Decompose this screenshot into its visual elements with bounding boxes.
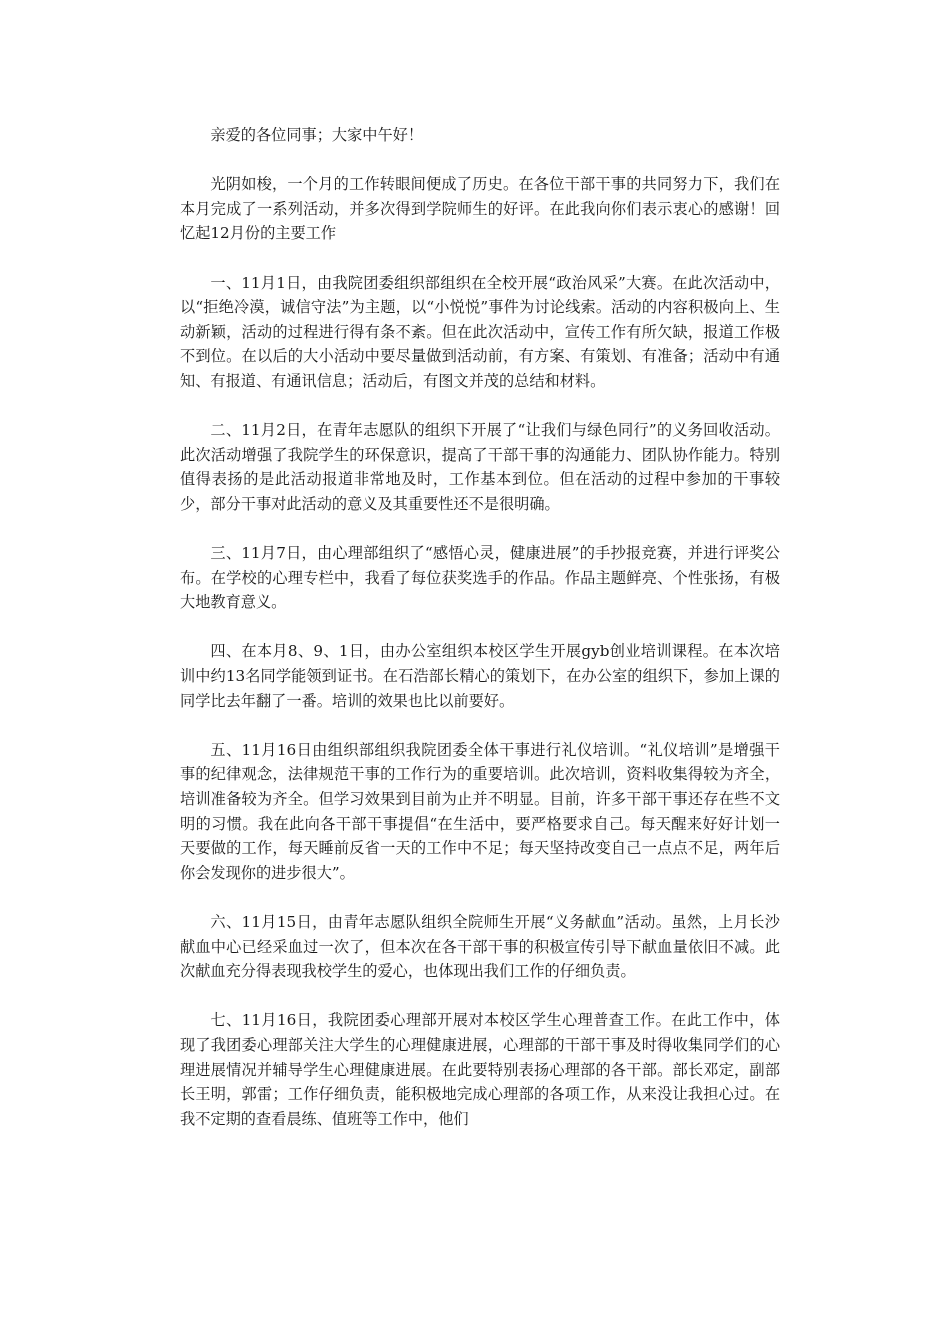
item-5-paragraph: 五、11月16日由组织部组织我院团委全体干事进行礼仪培训。“礼仪培训”是增强干事的纪律观念，法律规范干事的工作行为的重要培训。此次培训，资料收集得较为齐全，培训准备较为齐全。但学习效果到目前为止并不明显。目前，许多干部干事还存在些不文明的习惯。我在此向各干部干事提倡“在生活中，要严格要求自己。每天醒来好好计划一天要做的工作，每天睡前反省一天的工作中不足；每天坚持改变自己一点点不足，两年后你会发现你的进步很大”。 [180, 740, 780, 882]
document-body [180, 123, 780, 1156]
greeting-paragraph: 亲爱的各位同事；大家中午好！ [210, 126, 424, 144]
item-7-paragraph: 七、11月16日，我院团委心理部开展对本校区学生心理普查工作。在此工作中，体现了我团委心理部关注大学生的心理健康进展，心理部的干部干事及时得收集同学们的心理进展情况并辅导学生心理健康进展。在此要特别表扬心理部的各干部。部长邓定，副部长王明，郭雷；工作仔细负责，能积极地完成心理部的各项工作，从来没让我担心过。在我不定期的查看晨练、值班等工作中，他们 [180, 1011, 780, 1128]
item-4-paragraph: 四、在本月8、9、1日，由办公室组织本校区学生开展gyb创业培训课程。在本次培训中约13名同学能领到证书。在石浩部长精心的策划下，在办公室的组织下，参加上课的同学比去年翻了一番。培训的效果也比以前要好。 [180, 642, 780, 710]
item-2-paragraph: 二、11月2日，在青年志愿队的组织下开展了“让我们与绿色同行”的义务回收活动。此次活动增强了我院学生的环保意识，提高了干部干事的沟通能力、团队协作能力。特别值得表扬的是此活动报道非常地及时，工作基本到位。但在活动的过程中参加的干事较少，部分干事对此活动的意义及其重要性还不是很明确。 [180, 421, 780, 513]
item-1-paragraph: 一、11月1日，由我院团委组织部组织在全校开展“政治风采”大赛。在此次活动中，以“拒绝冷漠，诚信守法”为主题，以“小悦悦”事件为讨论线索。活动的内容积极向上、生动新颖，活动的过程进行得有条不紊。但在此次活动中，宣传工作有所欠缺，报道工作极不到位。在以后的大小活动中要尽量做到活动前，有方案、有策划、有准备；活动中有通知、有报道、有通讯信息；活动后，有图文并茂的总结和材料。 [180, 273, 780, 390]
item-6-paragraph: 六、11月15日，由青年志愿队组织全院师生开展“义务献血”活动。虽然，上月长沙献血中心已经采血过一次了，但本次在各干部干事的积极宣传引导下献血量依旧不减。此次献血充分得表现我校学生的爱心，也体现出我们工作的仔细负责。 [180, 913, 780, 981]
item-3-paragraph: 三、11月7日，由心理部组织了“感悟心灵，健康进展”的手抄报竞赛，并进行评奖公布。在学校的心理专栏中，我看了每位获奖选手的作品。作品主题鲜亮、个性张扬，有极大地教育意义。 [180, 544, 780, 612]
intro-paragraph: 光阴如梭，一个月的工作转眼间便成了历史。在各位干部干事的共同努力下，我们在本月完成了一系列活动，并多次得到学院师生的好评。在此我向你们表示衷心的感谢！回忆起12月份的主要工作 [180, 175, 780, 243]
